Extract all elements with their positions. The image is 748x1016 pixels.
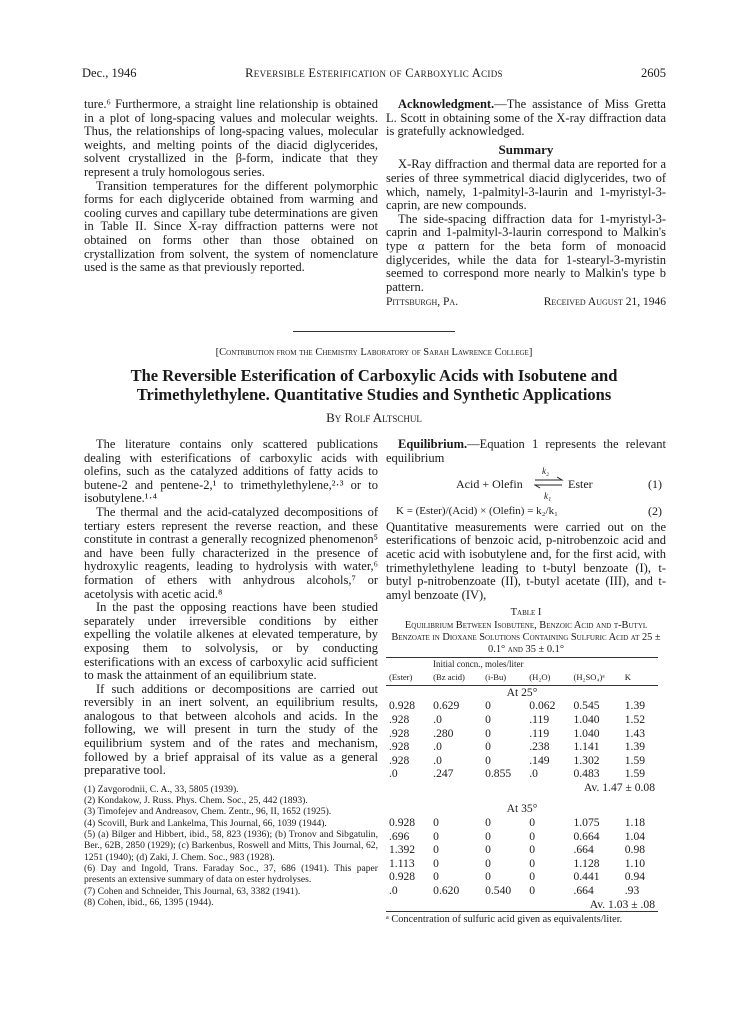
- table-cell: .0: [389, 767, 398, 781]
- equilibrium-table: [386, 657, 658, 913]
- eq1-rhs: Ester: [568, 477, 593, 492]
- table-cell: 0: [433, 816, 439, 830]
- table-cell: 0: [433, 829, 439, 843]
- article-right-column: [386, 438, 666, 926]
- table-cell: .149: [529, 753, 550, 767]
- table-row: [386, 870, 658, 884]
- table-cell: 0.062: [529, 699, 556, 713]
- table-header-row: [386, 671, 658, 685]
- prev-paragraph: Transition temperatures for the different polymorphic forms for each diglyceride obtained from warming and cooling curves and capillary tube determinations are given in Table II. Since X-ray diffraction patterns were not obtained on forms other than those obtained on crystallization from solvent, the system of nomenclature used is the same as that previously reported.: [84, 178, 378, 275]
- table-cell: .664: [573, 884, 594, 898]
- table-row: [386, 843, 658, 857]
- table-title: Equilibrium Between Isobutene, Benzoic Acid and t-Butyl Benzoate in Dioxane Solutions Containing Sulfuric Acid at 25 ± 0.1° and 35 ± 0.1°: [391, 619, 661, 656]
- average-value: Av. 1.03 ± .08: [589, 897, 655, 911]
- running-header: [82, 66, 666, 84]
- table-cell: 1.18: [624, 816, 646, 830]
- table-row: [386, 857, 658, 871]
- table-cell: .928: [389, 753, 410, 767]
- table-cell: 0: [485, 740, 491, 754]
- table-cell: 1.59: [624, 767, 646, 781]
- table-cell: .696: [389, 829, 410, 843]
- table-cell: .247: [433, 767, 454, 781]
- table-cell: 0: [485, 726, 491, 740]
- prev-article-left-column: [84, 98, 378, 275]
- table-cell: 1.39: [624, 740, 646, 754]
- prev-paragraph: ture.⁶ Furthermore, a straight line relationship is obtained in a plot of long-spacing values and molecular weights. Thus, the relationships of long-spacing values, molecular weights, and melting points of the diacid diglycerides, solvent crystallized in the β-form, indicate that they represent a truly homologous series.: [84, 97, 378, 179]
- table-row: [386, 754, 658, 768]
- table-row: [386, 830, 658, 844]
- equilibrium-arrows-icon: [534, 476, 564, 490]
- table-row: [386, 713, 658, 727]
- table-cell: 0.928: [389, 699, 416, 713]
- equation-2: [386, 505, 666, 519]
- reference-item: (7) Cohen and Schneider, This Journal, 63, 3382 (1941).: [84, 885, 301, 897]
- table-cell: .93: [624, 884, 640, 898]
- reference-item: (4) Scovill, Burk and Lankelma, This Journal, 66, 1039 (1944).: [84, 817, 327, 829]
- reference-item: (2) Kondakow, J. Russ. Phys. Chem. Soc., 25, 442 (1893).: [84, 795, 308, 807]
- table-cell: 0: [433, 856, 439, 870]
- summary-heading: Summary: [498, 141, 554, 157]
- table-cell: 0: [485, 829, 491, 843]
- table-cell: 0: [485, 870, 491, 884]
- reference-item: (1) Zavgorodnii, C. A., 33, 5805 (1939).: [84, 783, 239, 795]
- body-paragraph: The thermal and the acid-catalyzed decompositions of tertiary esters represent the reverse reaction, and these constitute in contrast a generally recognized phenomenon⁵ and have been fully characterized in the presence of hydroxylic reagents, leading to hydrolysis with water,⁶ formation of ethers with anhydrous alcohols,⁷ or acetolysis with acetic acid.⁸: [84, 504, 378, 601]
- table-cell: 1.128: [573, 856, 600, 870]
- table-cell: .280: [433, 726, 454, 740]
- table-cell: .928: [389, 712, 410, 726]
- table-cell: .119: [529, 726, 550, 740]
- table-row: [386, 884, 658, 898]
- table-cell: 1.43: [624, 726, 646, 740]
- equilibrium-heading: Equilibrium.: [398, 437, 468, 451]
- table-cell: .0: [433, 740, 442, 754]
- reference-item: (8) Cohen, ibid., 66, 1395 (1944).: [84, 896, 214, 908]
- column-header: (Bz acid): [433, 672, 465, 683]
- table-cell: 0.855: [485, 767, 512, 781]
- table-cell: 0.540: [485, 884, 512, 898]
- table-cell: 1.075: [573, 816, 600, 830]
- table-cell: 0.441: [573, 870, 600, 884]
- table-cell: 1.39: [624, 699, 646, 713]
- table-cell: 1.040: [573, 726, 600, 740]
- acknowledgment: [386, 98, 666, 139]
- span-header: Initial concn., moles/liter: [432, 658, 524, 669]
- table-cell: 1.040: [573, 712, 600, 726]
- table-cell: 0: [485, 712, 491, 726]
- acknowledgment-heading: Acknowledgment.: [398, 97, 495, 111]
- header-title: Reversible Esterification of Carboxylic Acids: [245, 66, 503, 80]
- table-cell: 1.59: [624, 753, 646, 767]
- body-paragraph: If such additions or decompositions are carried out reversibly in an inert solvent, an equilibrium results, analogous to that between alcohols and acids. In the following, we will present in turn the study of the equilibrium system and of the rates and mechanism, followed by a brief appraisal of its value as a general preparative tool.: [84, 681, 378, 778]
- table-cell: 1.04: [624, 829, 646, 843]
- column-header: K: [624, 672, 631, 683]
- eq1-lhs: Acid + Olefin: [456, 477, 523, 492]
- table-cell: 0.98: [624, 843, 646, 857]
- reference-item: (3) Timofejev and Andreasov, Chem. Zentr., 96, II, 1652 (1925).: [84, 806, 332, 818]
- table-cell: 1.10: [624, 856, 646, 870]
- table-cell: 1.113: [389, 856, 415, 870]
- equation-1: [386, 465, 666, 503]
- table-cell: 0.545: [573, 699, 600, 713]
- header-date: Dec., 1946: [82, 66, 137, 80]
- summary-paragraph: The side-spacing diffraction data for 1-myristyl-3-caprin and 1-palmityl-3-laurin correspond to Malkin's type α pattern for the beta form of monoacid diglycerides, while the data for 1-stearyl-3-myristin seemed to correspond more nearly to Malkin's type b pattern.: [386, 211, 666, 294]
- table-cell: .0: [433, 712, 442, 726]
- page-number: 2605: [641, 66, 666, 80]
- eq2-number: (2): [648, 504, 662, 519]
- table-cell: 1.141: [573, 740, 600, 754]
- table-row: [386, 699, 658, 713]
- table-cell: .0: [529, 767, 538, 781]
- table-cell: .928: [389, 740, 410, 754]
- equilibrium-intro: —Equation 1 represents the relevant equilibrium: [386, 437, 666, 465]
- table-cell: 0: [485, 699, 491, 713]
- table-cell: 0: [485, 856, 491, 870]
- table-cell: 0.620: [433, 884, 460, 898]
- table-cell: 1.392: [389, 843, 416, 857]
- table-row: [386, 740, 658, 754]
- table-cell: 0: [529, 843, 536, 857]
- equilibrium-paragraph: [386, 438, 666, 465]
- eq2-text: K = (Ester)/(Acid) × (Olefin) = k₂/k₁: [396, 505, 558, 518]
- eq1-k1: k₁: [544, 491, 552, 502]
- table-cell: .928: [389, 726, 410, 740]
- column-header: (i-Bu): [485, 672, 507, 683]
- table-cell: 0.629: [433, 699, 460, 713]
- location: Pittsburgh, Pa.: [386, 296, 459, 309]
- article-title: The Reversible Esterification of Carboxylic Acids with Isobutene and Trimethylethylene. Quantitative Studies and Synthetic Applications: [130, 366, 618, 404]
- table-caption: Table I: [510, 607, 542, 619]
- references: [84, 784, 378, 908]
- table-cell: .664: [573, 843, 594, 857]
- body-paragraph: In the past the opposing reactions have been studied separately under irreversible conditions by either expelling the volatile alkenes at elevated temperature, by exposing them to solvolysis, or by conducting esterifications with an excess of carboxylic acid sufficient to mask the attainment of an equilibrium state.: [84, 600, 378, 683]
- eq1-k2: k₂: [542, 466, 550, 477]
- table-cell: 0: [485, 843, 491, 857]
- section-divider: [293, 331, 455, 332]
- temperature-label: At 25°: [506, 685, 538, 699]
- table-cell: 0: [485, 753, 491, 767]
- table-cell: 0.928: [389, 816, 416, 830]
- table-cell: 0.928: [389, 870, 416, 884]
- table-footnote: ᵃ Concentration of sulfuric acid given as equivalents/liter.: [386, 914, 623, 926]
- table-cell: 0: [529, 884, 536, 898]
- contribution-line: [Contribution from the Chemistry Laboratory of Sarah Lawrence College]: [215, 347, 533, 358]
- acknowledgment-text: —The assistance of Miss Gretta L. Scott in obtaining some of the X-ray diffraction data is gratefully acknowledged.: [386, 97, 666, 139]
- eq1-number: (1): [648, 477, 662, 492]
- reference-item: (5) (a) Bilger and Hibbert, ibid., 58, 823 (1936); (b) Tronov and Sibgatulin, Ber., 62B, 2850 (1929); (c) Barkenbus, Roswell and Mitts, This Journal, 62, 1251 (1940); (d) Zaki, J. Chem. Soc., 983 (1928).: [84, 829, 378, 863]
- article-left-column: [84, 438, 378, 908]
- table-cell: 0.94: [624, 870, 646, 884]
- table-cell: 0: [485, 816, 491, 830]
- table-cell: 1.52: [624, 712, 646, 726]
- table-row: [386, 727, 658, 741]
- table-cell: 0.664: [573, 829, 600, 843]
- body-paragraph: Quantitative measurements were carried out on the esterifications of benzoic acid, p-nitrobenzoic acid and acetic acid with isobutylene and, for the first acid, with trimethylethylene leading to t-butyl benzoate (I), t-butyl p-nitrobenzoate (II), t-butyl acetate (III), and t-amyl benzoate (IV),: [386, 519, 666, 602]
- table-cell: 0: [433, 870, 439, 884]
- table-cell: 0: [529, 829, 536, 843]
- table-cell: .0: [389, 884, 398, 898]
- table-cell: .0: [433, 753, 442, 767]
- table-cell: 0: [529, 870, 536, 884]
- signature-line: [386, 296, 666, 310]
- body-paragraph: The literature contains only scattered publications dealing with esterifications of carboxylic acids with olefins, such as the catalyzed additions of fatty acids to butene-2 and pentene-2,¹ to trimethylethylene,²·³ or to isobutylene.¹·⁴: [84, 437, 378, 506]
- table-cell: .119: [529, 712, 550, 726]
- reference-item: (6) Day and Ingold, Trans. Faraday Soc., 37, 686 (1941). This paper presents an extensive summary of data on ester hydrolyses.: [84, 862, 378, 886]
- article-author: By Rolf Altschul: [326, 410, 422, 425]
- table-cell: 0.483: [573, 767, 600, 781]
- table-row: [386, 767, 658, 781]
- average-value: Av. 1.47 ± 0.08: [583, 780, 655, 794]
- table-row: [386, 816, 658, 830]
- prev-article-right-column: [386, 98, 666, 310]
- column-header: (H₂SO₄)ᵃ: [573, 672, 605, 683]
- temperature-label: At 35°: [506, 802, 538, 816]
- column-header: (Ester): [389, 672, 413, 683]
- table-cell: .238: [529, 740, 550, 754]
- table-cell: 0: [433, 843, 439, 857]
- column-header: (H₂O): [529, 672, 551, 683]
- table-cell: 0: [529, 816, 536, 830]
- received-date: Received August 21, 1946: [543, 296, 666, 309]
- table-cell: 0: [529, 856, 536, 870]
- table-cell: 1.302: [573, 753, 600, 767]
- summary-paragraph: X-Ray diffraction and thermal data are reported for a series of three symmetrical diacid diglycerides, two of which, namely, 1-palmityl-3-laurin and 1-myristyl-3-caprin, are new compounds.: [386, 157, 666, 213]
